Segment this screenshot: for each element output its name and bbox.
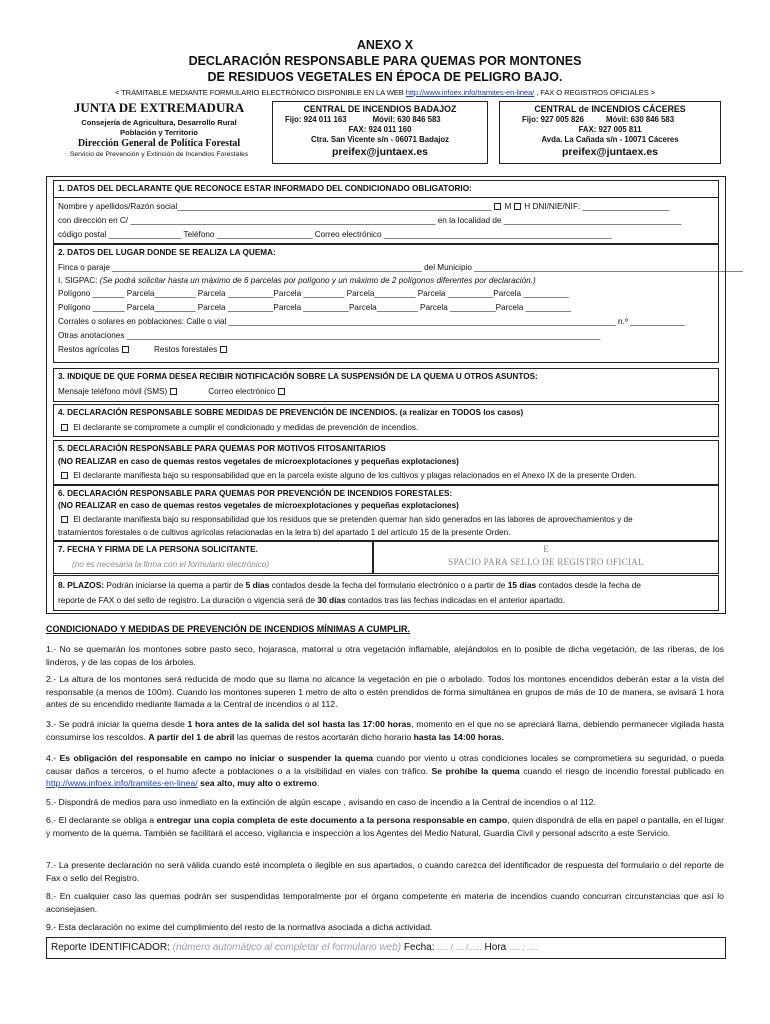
junta-name: JUNTA DE EXTREMADURA	[73, 100, 245, 115]
section-5: 5. DECLARACIÓN RESPONSABLE PARA QUEMAS POR MOTIVOS FITOSANITARIOS (NO REALIZAR en caso de quemas restos vegetales de microexplotaciones y pequeñas explotaciones) El declarante manifiesta bajo su responsabilidad que en la parcela existe alguno de los cultivos y plagas relacionados en el Anexo IX de la presente Orden.	[53, 440, 719, 485]
condition-6: 6.- El declarante se obliga a entregar una copia completa de este documento a la persona responsable en campo, quien dispondrá de ella en papel o pantalla, en el lugar y momento de la quema. También se facilitará el acceso, vigilancia e inspección a los Agentes del Medio Natural, Guardia Civil y personal adscrito a este Servicio.	[46, 815, 724, 838]
caceres-email[interactable]: preifex@juntaex.es	[561, 146, 659, 158]
condition-9: 9.- Esta declaración no exime del cumplimiento del resto de la normativa asociada a dicha actividad.	[46, 922, 433, 932]
restos-agricolas-checkbox[interactable]	[122, 346, 129, 353]
section-3: 3. INDIQUE DE QUE FORMA DESEA RECIBIR NOTIFICACIÓN SOBRE LA SUSPENSIÓN DE LA QUEMA U OTROS ASUNTOS: Mensaje teléfono móvil (SMS) Correo electrónico	[53, 368, 719, 402]
title-line-1: DECLARACIÓN RESPONSABLE PARA QUEMAS POR MONTONES	[188, 54, 582, 68]
s5-checkbox[interactable]	[61, 472, 68, 479]
report-identifier-bar: Reporte IDENTIFICADOR: (número automático al completar el formulario web) Fecha: ..... /..... /...... Hora ..... : .....	[46, 937, 726, 959]
email-checkbox[interactable]	[278, 388, 285, 395]
infoex-link[interactable]: http://www.infoex.info/tramites-en-linea/	[405, 88, 535, 97]
sex-m-checkbox[interactable]	[494, 203, 501, 210]
caceres-box: CENTRAL de INCENDIOS CÁCERES Fijo: 927 005 826 Móvil: 630 846 583 FAX: 927 005 811 Avda. La Cañada s/n - 10071 Cáceres preifex@juntaex.es	[499, 101, 721, 164]
annex-label: ANEXO X	[356, 38, 414, 52]
condition-5: 5.- Dispondrá de medios para uso inmediato en la extinción de algún escape , avisando en caso de incendio a la Central de incendios o al 112.	[46, 797, 596, 807]
condition-4: 4.- Es obligación del responsable en campo no iniciar o suspender la quema cuando por viento u otras condiciones locales se comprometiera su seguridad, o pueda causar daños a terceros, o el humo afecte a poblaciones o a la visibilidad en viales con tráfico. Se prohíbe la quema cuando el riesgo de incendio forestal publicado en http://www.infoex.info/tramites-en-linea/ sea alto, muy alto o extremo.	[46, 753, 724, 789]
badajoz-box: CENTRAL DE INCENDIOS BADAJOZ Fijo: 924 011 163 Móvil: 630 846 583 FAX: 924 011 160 Ctra. San Vicente s/n - 06071 Badajoz preifex@juntaex.es	[272, 101, 488, 164]
condition-7: 7.- La presente declaración no será válida cuando esté incompleta o ilegible en sus apartados, o cuando carezca del identificador de respuesta del formulario o del reporte de Fax o sello del Registro.	[46, 860, 724, 883]
section-8: 8. PLAZOS: Podrán iniciarse la quema a partir de 5 días contados desde la fecha del formulario electrónico o a partir de 15 días contados desde la fecha de reporte de FAX o del sello de registro. La duración o vigencia será de 30 días contados tras las fechas indicadas en el anterior apartado.	[53, 575, 719, 611]
condition-8: 8.- En cualquier caso las quemas podrán ser suspendidas temporalmente por el órgano competente en materia de incendios cuando concurran circunstancias que así lo aconsejasen.	[46, 891, 724, 914]
section-4: 4. DECLARACIÓN RESPONSABLE SOBRE MEDIDAS DE PREVENCIÓN DE INCENDIOS. (a realizar en TODOS los casos) El declarante se compromete a cumplir el condicionado y medidas de prevención de incendios.	[53, 404, 719, 437]
condicionado-title: CONDICIONADO Y MEDIDAS DE PREVENCIÓN DE INCENDIOS MÍNIMAS A CUMPLIR.	[46, 624, 411, 634]
section-1: 1. DATOS DEL DECLARANTE QUE RECONOCE ESTAR INFORMADO DEL CONDICIONADO OBLIGATORIO: Nombre y apellidos/Razón social_____________________________________________________________________ M H DNI/NIE/NIF: ___________________ con dirección en C/ ___________________________________________________________________ en la localidad de _______________________________________ código postal ________________ Teléfono _____________________ Correo electrónico __________________________________________________	[53, 180, 719, 244]
subtitle: < TRAMITABLE MEDIANTE FORMULARIO ELECTRÓNICO DISPONIBLE EN LA WEB http://www.infoex.info/tramites-en-linea/ , FAX O REGISTROS OFICIALES >	[114, 88, 656, 97]
s4-checkbox[interactable]	[61, 424, 68, 431]
s6-checkbox[interactable]	[61, 516, 68, 523]
title-line-2: DE RESIDUOS VEGETALES EN ÉPOCA DE PELIGRO BAJO.	[207, 70, 563, 84]
sms-checkbox[interactable]	[170, 388, 177, 395]
sex-h-checkbox[interactable]	[514, 203, 521, 210]
section-6: 6. DECLARACIÓN RESPONSABLE PARA QUEMAS POR PREVENCIÓN DE INCENDIOS FORESTALES: (NO REALIZAR en caso de quemas restos vegetales de microexplotaciones y pequeñas explotaciones) El declarante manifiesta bajo su responsabilidad que los residuos que se pretenden quemar han sido generados en las labores de aprovechamientos y de tratamientos forestales o de cultivos agrícolas relacionadas en la letra b) del apartado 1 del artículo 15 de la presente Orden.	[53, 485, 719, 541]
condition-1: 1.- No se quemarán los montones sobre pasto seco, hojarasca, matorral u otra vegetación inflamable, alejándolos en lo posible de dicha vegetación, de las riberas, de los linderos, y de las copas de los árboles.	[46, 644, 724, 667]
direccion-general: Dirección General de Política Forestal	[77, 138, 241, 149]
condition-3: 3.- Se podrá iniciar la quema desde 1 hora antes de la salida del sol hasta las 17:00 horas, momento en el que no se apreciará llama, debiendo permanecer vigilada hasta consumirse los rescoldos. A partir del 1 de abril las quemas de restos acortarán dicho horario hasta las 14:00 horas.	[46, 719, 724, 742]
condition-2: 2.- La altura de los montones será reducida de modo que su llama no alcance la vegetación en pie o arbolado. Todos los montones encendidos deberán estar a la vista del responsable (a menos de 100m). Cuando los montones superen 1 metro de alto o estén prendidos de forma simultánea en grupos de más de 10 de manera, se avisará 1 hora antes de su encendido mediante llamada a la Central de incendios o al 112.	[46, 674, 724, 710]
section-2: 2. DATOS DEL LUGAR DONDE SE REALIZA LA QUEMA: Finca o paraje ____________________________________________________________________ del Municipio ___________________________________________________________ I. SIGPAC: (Se podrá solicitar hasta un máximo de 6 parcelas por polígono y un máximo de 2 polígonos diferentes por declaración.) Polígono _______ Parcela_________ Parcela __________Parcela _________ Parcela_________ Parcela __________Parcela __________ Polígono _______ Parcela_________ Parcela __________Parcela __________Parcela_________ Parcela __________Parcela __________ Corrales o solares en poblaciones: Calle o vial _____________________________________________________________________________________ n.º ____________ Otras anotaciones ________________________________________________________________________________________________________ Restos agrícolas Restos forestales	[53, 244, 719, 363]
infoex-risk-link[interactable]: http://www.infoex.info/tramites-en-linea/	[46, 778, 198, 789]
badajoz-email[interactable]: preifex@juntaex.es	[331, 146, 429, 158]
restos-forestales-checkbox[interactable]	[220, 346, 227, 353]
registry-stamp-area: E SPACIO PARA SELLO DE REGISTRO OFICIAL	[373, 541, 719, 574]
section-7: 7. FECHA Y FIRMA DE LA PERSONA SOLICITANTE. (no es necesaria la firma con el formulario electrónico)	[53, 541, 373, 574]
junta-block: JUNTA DE EXTREMADURA Consejería de Agricultura, Desarrollo Rural Población y Territorio Dirección General de Política Forestal Servicio de Prevención y Extinción de Incendios Forestales	[48, 100, 270, 164]
